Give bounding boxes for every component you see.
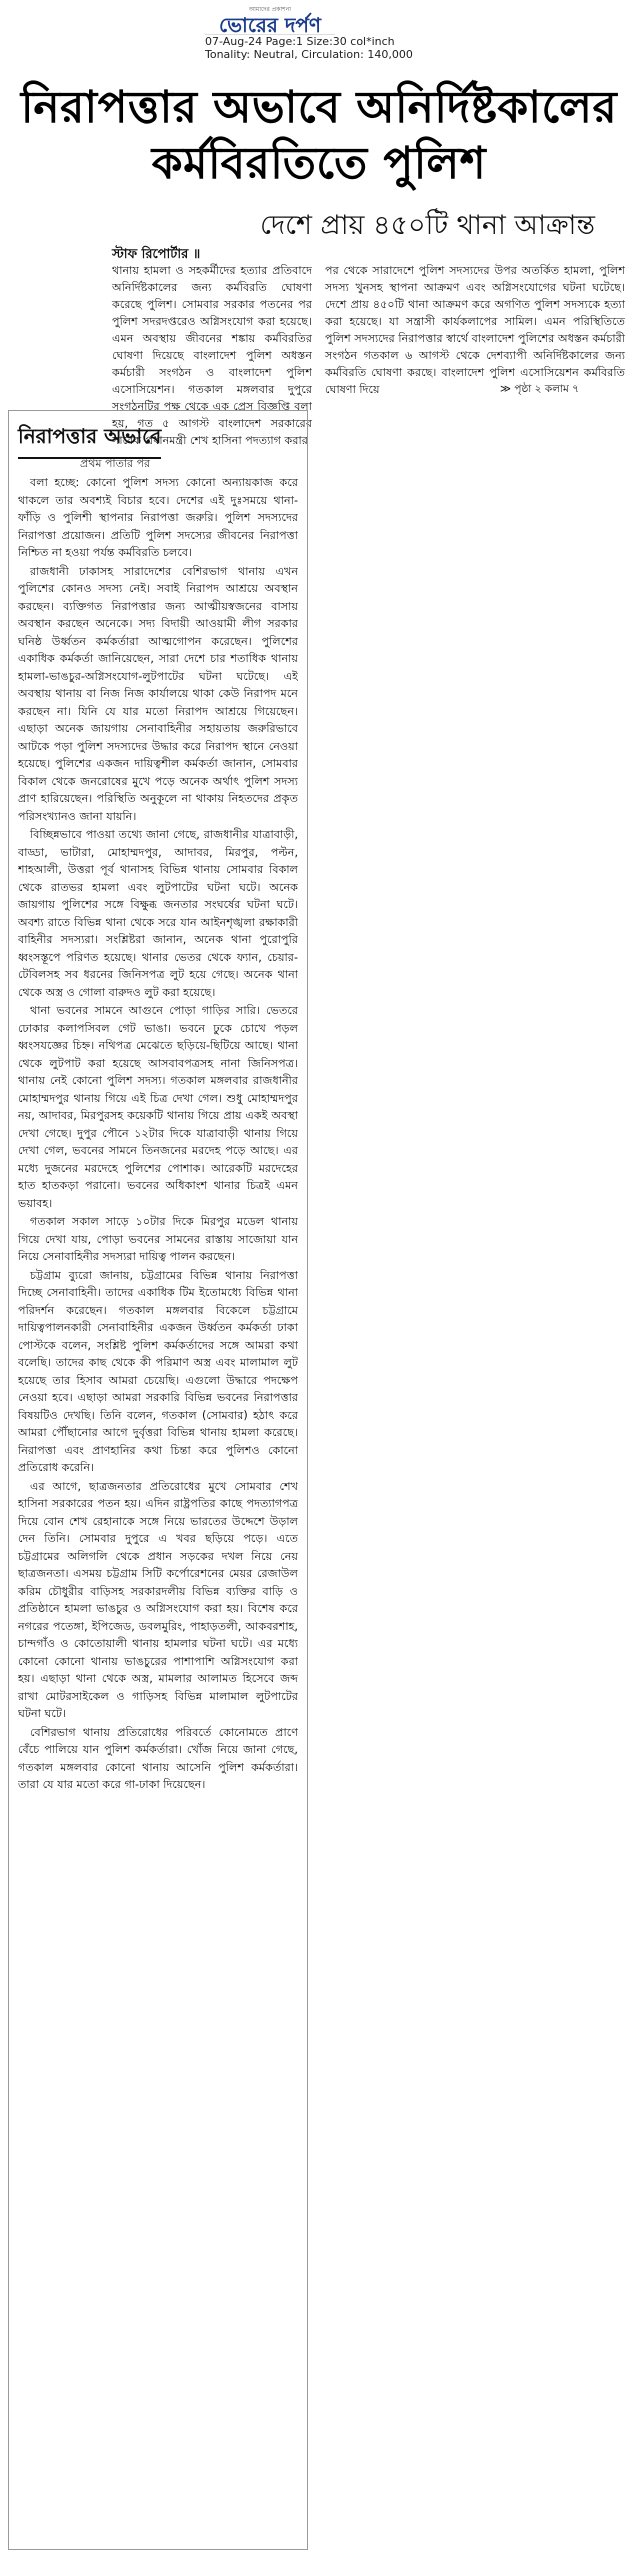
subheadline: দেশে প্রায় ৪৫০টি থানা আক্রান্ত	[260, 210, 595, 241]
jump-note: ≫ পৃষ্ঠা ২ কলাম ৭	[500, 383, 580, 395]
byline: স্টাফ রিপোর্টার ॥	[112, 247, 201, 262]
masthead	[0, 0, 637, 72]
paragraph: এর আগে, ছাত্রজনতার প্রতিরোধের মুখে সোমবার শেখ হাসিনা সরকারের পতন হয়। এদিন রাষ্ট্রপতির কাছে পদত্যাগপত্র দিয়ে বোন শেখ রেহানাকে সঙ্গে নিয়ে ভারতের উদ্দেশে উড়াল দেন তিনি। সোমবার দুপুরে এ খবর ছড়িয়ে পড়ে। এতে চট্টগ্রামের অলিগলি থেকে প্রধান সড়কের দখল নিয়ে নেয় ছাত্রজনতা। এসময় চট্টগ্রাম সিটি কর্পোরেশনের মেয়র রেজাউল করিম চৌধুরীর বাড়িসহ সরকারদলীয় বিভিন্ন ব্যক্তির বাড়ি ও প্রতিষ্ঠানে হামলা ভাঙচুর ও অগ্নিসংযোগ করা হয়। বিশেষ করে নগরের পতেঙ্গা, ইপিজেড, ডবলমুরিং, পাহাড়তলী, আকবরশাহ, চান্দগাঁও ও কোতোয়ালী থানায় হামলার ঘটনা ঘটে। এর মধ্যে কোনো কোনো থানায় ভাঙচুরের পাশাপাশি অগ্নিসংযোগ করা হয়। এছাড়া থানা থেকে অস্ত্র, মামলার আলামত হিসেবে জব্দ রাখা মোটরসাইকেল ও গাড়িসহ বিভিন্ন মালামাল লুটপাটের ঘটনা ঘটে।	[18, 1479, 298, 1720]
paragraph: থানা ভবনের সামনে আগুনে পোড়া গাড়ির সারি। ভেতরে ঢোকার কলাপসিবল গেট ভাঙা। ভবনে ঢুকে চোখে পড়ল ধ্বংসযজ্ঞের চিহ্ন। নথিপত্র মেঝেতে ছড়িয়ে-ছিটিয়ে আছে। থানা থেকে লুটপাট করা হয়েছে আসবাবপত্রসহ নানা জিনিসপত্র। থানায় নেই কোনো পুলিশ সদস্য। গতকাল মঙ্গলবার রাজধানীর মোহাম্মদপুর থানায় গিয়ে এই চিত্র দেখা গেল। শুধু মোহাম্মদপুর নয়, আদাবর, মিরপুরসহ কয়েকটি থানায় গিয়ে প্রায় একই অবস্থা দেখা গেছে। দুপুর পৌনে ১২টার দিকে যাত্রাবাড়ী থানায় গিয়ে দেখা গেল, ভবনের সামনে তিনজনের মরদেহ পড়ে আছে। এর মধ্যে দুজনের মরদেহে পুলিশের পোশাক। আরেকটি মরদেহের হাত হাতকড়া পরানো। ভবনের অধিকাংশ থানার চিত্রই এমন ভয়াবহ।	[18, 1004, 298, 1210]
paragraph: বলা হচ্ছে: কোনো পুলিশ সদস্য কোনো অন্যায়কাজ করে থাকলে তার অবশ্যই বিচার হবে। দেশের এই দুঃসময়ে থানা-ফাঁড়ি ও পুলিশী স্থাপনার নিরাপত্তা জরুরি। পুলিশ সদস্যদের নিরাপত্তা প্রয়োজন। প্রতিটি পুলিশ সদস্যের জীবনের নিরাপত্তা নিশ্চিত না হওয়া পর্যন্ত কর্মবিরতি চলবে।	[18, 476, 298, 559]
newspaper-logo	[205, 6, 335, 35]
headline-block	[15, 80, 623, 192]
lead-column-1: থানায় হামলা ও সহকর্মীদের হত্যার প্রতিবাদে অনির্দিষ্টকালের জন্য কর্মবিরতি ঘোষণা করেছে পুলিশ। সোমবার সরকার পতনের পর পুলিশ সদরদপ্তরেও অগ্নিসংযোগ করা হয়েছে। এমন অবস্থায় জীবনের শঙ্কায় কর্মবিরতির ঘোষণা দিয়েছে বাংলাদেশ পুলিশ অধস্তন কর্মচারী সংগঠন ও বাংলাদেশ পুলিশ এসোসিয়েশন। গতকাল মঙ্গলবার দুপুরে সংগঠনটির পক্ষ থেকে এক প্রেস বিজ্ঞপ্তি বলা হয়, গত ৫ আগস্ট বাংলাদেশ সরকারের সাবেক প্রধানমন্ত্রী শেখ হাসিনা পদত্যাগ করার	[112, 264, 312, 447]
paragraph: বেশিরভাগ থানায় প্রতিরোধের পরিবর্তে কোনোমতে প্রাণে বেঁচে পালিয়ে যান পুলিশ কর্মকর্তারা। খোঁজ নিয়ে জানা গেছে, গতকাল মঙ্গলবার কোনো থানায় আসেনি পুলিশ কর্মকর্তারা। তারা যে যার মতো করে গা-ঢাকা দিয়েছেন।	[18, 1725, 298, 1791]
lead-column-2: পর থেকে সারাদেশে পুলিশ সদস্যদের উপর অতর্কিত হামলা, পুলিশ সদস্য খুনসহ স্থাপনা আক্রমণ এবং অগ্নিসংযোগের ঘটনা ঘটেছে। দেশে প্রায় ৪৫০টি থানা আক্রমণ করে অগণিত পুলিশ সদস্যকে হত্যা করা হয়েছে। যা সন্ত্রাসী কার্যকলাপের সামিল। এমন পরিস্থিতিতে পুলিশ সদস্যদের নিরাপত্তার স্বার্থে বাংলাদেশ পুলিশের অধস্তন কর্মচারী সংগঠন গতকাল ৬ আগস্ট থেকে দেশব্যাপী অনির্দিষ্টকালের জন্য কর্মবিরতি ঘোষণা করছে। বাংলাদেশ পুলিশ এসোসিয়েশন কর্মবিরতি ঘোষণা দিয়ে	[325, 264, 625, 396]
headline: নিরাপত্তার অভাবে অনির্দিষ্টকালের কর্মবিরতিতে পুলিশ	[20, 82, 618, 189]
tonality-circulation: Tonality: Neutral, Circulation: 140,000	[205, 48, 413, 61]
logo-tagline: আমাদের প্রকাশনা	[248, 6, 292, 13]
continuation-title: নিরাপত্তার অভাবে	[18, 422, 161, 459]
date-page-size: 07-Aug-24 Page:1 Size:30 col*inch	[205, 35, 395, 48]
paragraph: রাজধানী ঢাকাসহ সারাদেশের বেশিরভাগ থানায় এখন পুলিশের কোনও সদস্য নেই। সবাই নিরাপদ আশ্রয়ে অবস্থান করছেন। ব্যক্তিগত নিরাপত্তার জন্য আত্মীয়স্বজনের বাসায় অবস্থান করছেন অনেকে। সদ্য বিদায়ী আওয়ামী লীগ সরকার ঘনিষ্ঠ উর্ধ্বতন কর্মকর্তারা আত্মগোপন করেছেন। পুলিশের একাধিক কর্মকর্তা জানিয়েছেন, সারা দেশে চার শতাধিক থানায় হামলা-ভাঙচুর-অগ্নিসংযোগ-লুটপাটের ঘটনা ঘটেছে। এই অবস্থায় থানায় বা নিজ নিজ কার্যালয়ে থাকা কেউ নিরাপদ মনে করছেন না। যিনি যে যার মতো নিরাপদ আশ্রয়ে গিয়েছেন। এছাড়া অনেক জায়গায় সেনাবাহিনীর সহায়তায় জরুরিভাবে আটকে পড়া পুলিশ সদস্যদের উদ্ধার করে নিরাপদ স্থানে নেওয়া হয়েছে। পুলিশের একজন দায়িত্বশীল কর্মকর্তা জানান, সোমবার বিকাল থেকে জনরোষের মুখে পড়ে অনেক অর্থাৎ পুলিশ সদস্য প্রাণ হারিয়েছেন। পরিস্থিতি অনুকূলে না থাকায় নিহতদের প্রকৃত পরিসংখ্যানও জানা যায়নি।	[18, 564, 298, 823]
paragraph: বিচ্ছিন্নভাবে পাওয়া তথ্যে জানা গেছে, রাজধানীর যাত্রাবাড়ী, বাড্ডা, ভাটারা, মোহাম্মদপুর, আদাবর, মিরপুর, পল্টন, শাহআলী, উত্তরা পূর্ব থানাসহ বিভিন্ন থানায় সোমবার বিকাল থেকে রাতভর হামলা এবং লুটপাটের ঘটনা ঘটে। অনেক জায়গায় পুলিশের সঙ্গে বিক্ষুব্ধ জনতার সংঘর্ষের ঘটনা ঘটে। অবশ্য রাতে বিভিন্ন থানা থেকে সরে যান আইনশৃঙ্খলা রক্ষাকারী বাহিনীর সদস্যরা। সংশ্লিষ্টরা জানান, অনেক থানা পুরোপুরি ধ্বংসস্তূপে পরিণত হয়েছে। থানার ভেতর থেকে ফ্যান, চেয়ার-টেবিলসহ সব ধরনের জিনিসপত্র লুট হয়ে গেছে। অনেক থানা থেকে অস্ত্র ও গোলা বারুদও লুট করা হয়েছে।	[18, 828, 298, 999]
continued-from-label: প্রথম পাতার পর	[80, 457, 151, 470]
paragraph: চট্টগ্রাম ব্যুরো জানায়, চট্টগ্রামের বিভিন্ন থানায় নিরাপত্তা দিচ্ছে সেনাবাহিনী। তাদের একাধিক টিম ইতোমধ্যে বিভিন্ন থানা পরিদর্শন করেছেন। গতকাল মঙ্গলবার বিকেলে চট্টগ্রামে দায়িত্বপালনকারী সেনাবাহিনীর একজন উর্ধ্বতন কর্মকর্তা ঢাকা পোস্টকে বলেন, সংশ্লিষ্ট পুলিশ কর্মকর্তাদের সঙ্গে আমরা কথা বলেছি। তাদের কাছ থেকে কী পরিমাণ অস্ত্র এবং মালামাল লুট হয়েছে তার হিসাব আমরা চেয়েছি। এগুলো উদ্ধারে পদক্ষেপ নেওয়া হবে। এছাড়া আমরা সরকারি বিভিন্ন ভবনের নিরাপত্তার বিষয়টিও দেখছি। তিনি বলেন, গতকাল (সোমবার) হঠাৎ করে আমরা পৌঁছানোর আগে দুর্বৃত্তরা বিভিন্ন থানায় হামলা করেছে। নিরাপত্তা এবং প্রাণহানির কথা চিন্তা করে পুলিশও কোনো প্রতিরোধ করেনি।	[18, 1268, 298, 1474]
logo-text: ভোরের দর্পণ	[219, 13, 321, 37]
clipping-meta	[205, 35, 413, 61]
continuation-body	[18, 474, 298, 2544]
paragraph: গতকাল সকাল সাড়ে ১০টার দিকে মিরপুর মডেল থানায় গিয়ে দেখা যায়, পোড়া ভবনের সামনের রাস্তায় সাজোয়া যান নিয়ে সেনাবাহিনীর সদস্যরা দায়িত্ব পালন করছেন।	[18, 1215, 298, 1263]
